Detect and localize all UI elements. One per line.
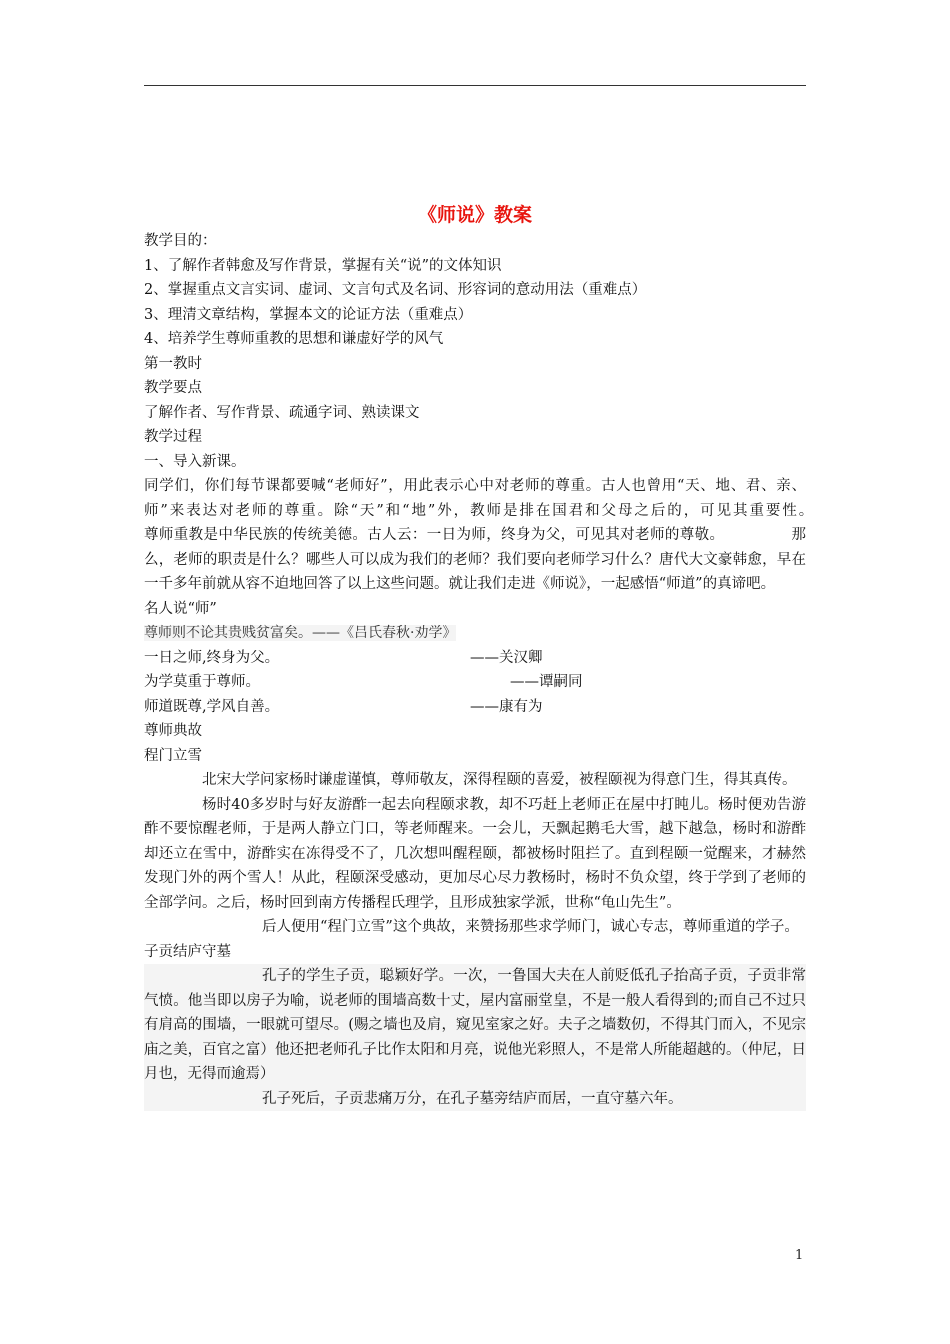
process-heading: 教学过程 [144,429,202,445]
quote-row [144,646,806,671]
quote-text: 一日之师,终身为父。 [144,649,280,666]
document-title: 《师说》教案 [417,204,532,226]
story-paragraph: 北宋大学问家杨时谦虚谨慎，尊师敬友，深得程颐的喜爱，被程颐视为得意门生，得其真传。 [202,772,797,788]
quote-text: 师道既尊,学风自善。 [144,698,280,715]
quote-source: ——关汉卿 [470,649,543,666]
story-paragraph: 孔子死后，子贡悲痛万分，在孔子墓旁结庐而居，一直守墓六年。 [144,1087,806,1112]
quote-row [144,621,806,646]
story-paragraph: 孔子的学生子贡，聪颖好学。一次，一鲁国大夫在人前贬低孔子抬高子贡，子贡非常气愤。他当即以房子为喻，说老师的围墙高数十丈，屋内富丽堂皇，不是一般人看得到的;而自己不过只有肩高的围墙，一眼就可望尽。(赐之墙也及肩，窥见室家之好。夫子之墙数仞，不得其门而入，不见宗庙之美，百官之富）他还把老师孔子比作太阳和月亮，说他光彩照人，不是常人所能超越的。（仲尼，日月也，无得而逾焉） [144,964,806,1087]
intro-heading: 一、导入新课。 [144,453,246,470]
objectives-heading: 教学目的： [144,233,217,249]
quote-text: 尊师则不论其贵贱贫富矣。——《吕氏春秋·劝学》 [144,625,457,641]
quote-source: ——康有为 [470,698,543,715]
story-title: 子贡结庐守墓 [144,943,231,960]
key-points-heading: 教学要点 [144,380,202,396]
key-points-text: 了解作者、写作背景、疏通字词、熟读课文 [144,404,420,421]
intro-paragraph: 同学们，你们每节课都要喊“老师好”，用此表示心中对老师的尊重。古人也曾用“天、地、君、亲、师”来表达对老师的尊重。除“天”和“地”外，教师是排在国君和父母之后的，可见其重要性。 尊师重教是中华民族的传统美德。古人云：一日为师，终身为父，可见其对老师的尊敬。 那么，老师的职责是什么？哪些人可以成为我们的老师？我们要向老师学习什么？唐代大文豪韩愈，早在一千多年前就从容不迫地回答了以上这些问题。就让我们走进《师说》，一起感悟“师道”的真谛吧。 [144,478,879,592]
story-title: 程门立雪 [144,747,202,764]
document-body [144,229,879,1111]
objective-item: 1、了解作者韩愈及写作背景，掌握有关“说”的文体知识 [144,257,502,274]
quote-row [144,670,806,695]
story-paragraph: 后人便用“程门立雪”这个典故，来赞扬那些求学师门，诚心专志，尊师重道的学子。 [262,919,799,935]
page-number: 1 [795,1248,804,1263]
quotes-heading: 名人说“师” [144,600,217,617]
objective-item: 4、培养学生尊师重教的思想和谦虚好学的风气 [144,331,444,347]
objective-item: 3、理清文章结构，掌握本文的论证方法（重难点） [144,306,473,323]
header-rule [144,85,806,86]
lesson-heading: 第一教时 [144,355,202,372]
story-paragraph: 杨时40多岁时与好友游酢一起去向程颐求教，却不巧赶上老师正在屋中打盹儿。杨时便劝告游酢不要惊醒老师，于是两人静立门口，等老师醒来。一会儿，天飘起鹅毛大雪，越下越急，杨时和游酢却还立在雪中，游酢实在冻得受不了，几次想叫醒程颐，都被杨时阻拦了。直到程颐一觉醒来，才赫然发现门外的两个雪人！从此，程颐深受感动，更加尽心尽力教杨时，杨时不负众望，终于学到了老师的全部学问。之后，杨时回到南方传播程氏理学，且形成独家学派，世称“龟山先生”。 [144,796,806,911]
quote-text: 为学莫重于尊师。 [144,674,260,690]
stories-heading: 尊师典故 [144,723,202,739]
quote-source: ——谭嗣同 [510,674,583,690]
quote-row [144,695,806,720]
objective-item: 2、掌握重点文言实词、虚词、文言句式及名词、形容词的意动用法（重难点） [144,282,647,298]
